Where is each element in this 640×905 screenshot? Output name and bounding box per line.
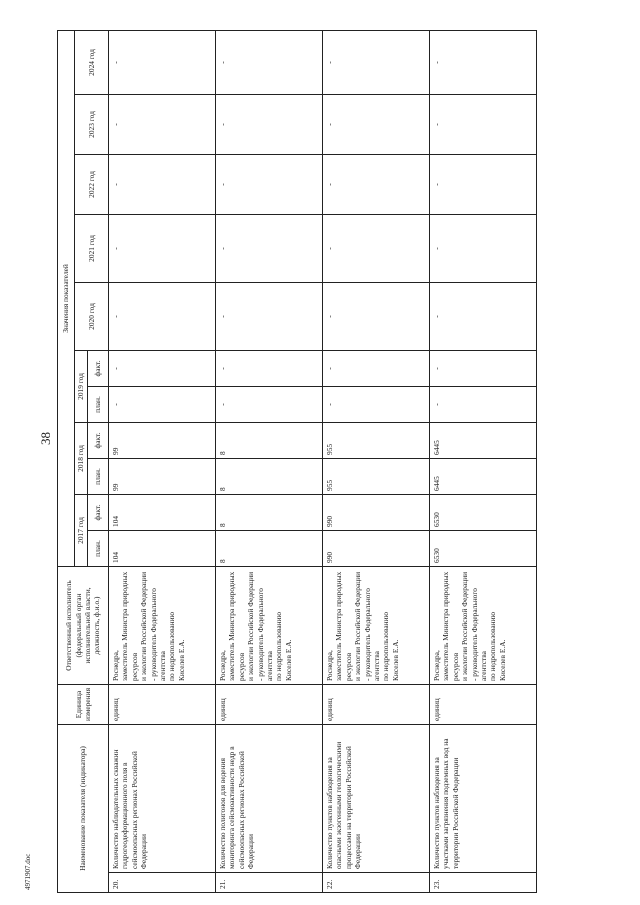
table-row: [109, 30, 216, 892]
header-unit: Единица измерения: [58, 685, 109, 725]
plan-2019: -: [323, 387, 430, 423]
value-2023: -: [323, 95, 430, 155]
plan-2018: 8: [216, 459, 323, 495]
table-row: [430, 30, 537, 892]
header-2018: 2018 год: [75, 423, 88, 495]
fact-2018: 6445: [430, 423, 537, 459]
responsible-cell: Роснедра, заместитель Министра природных ресурсов и экологии Российской Федерации - руководитель Федерального агентства по недропользованию Киселев Е.А.: [109, 567, 216, 685]
fact-2019: -: [430, 351, 537, 387]
header-2018-fact: факт.: [88, 423, 109, 459]
value-2020: -: [109, 283, 216, 351]
value-2023: -: [109, 95, 216, 155]
value-2023: -: [216, 95, 323, 155]
header-2021: 2021 год: [75, 215, 109, 283]
plan-2018: 6445: [430, 459, 537, 495]
unit-cell: единиц: [430, 685, 537, 725]
unit-cell: единиц: [216, 685, 323, 725]
value-2021: -: [430, 215, 537, 283]
header-name: Наименование показателя (индикатора): [58, 725, 109, 893]
fact-2019: -: [216, 351, 323, 387]
fact-2017: 6530: [430, 495, 537, 531]
plan-2017: 104: [109, 531, 216, 567]
plan-2019: -: [430, 387, 537, 423]
plan-2017: 8: [216, 531, 323, 567]
row-number: 21.: [216, 873, 323, 893]
header-2019: 2019 год: [75, 351, 88, 423]
header-2017-plan: план.: [88, 531, 109, 567]
header-2019-fact: факт.: [88, 351, 109, 387]
document-filename: 4971907.doc: [24, 853, 32, 890]
indicator-name: Количество пунктов наблюдения за участками загрязнения подземных вод на территории Российской Федерации: [430, 725, 537, 873]
header-2024: 2024 год: [75, 30, 109, 94]
fact-2017: 990: [323, 495, 430, 531]
header-2018-plan: план.: [88, 459, 109, 495]
value-2020: -: [216, 283, 323, 351]
plan-2018: 99: [109, 459, 216, 495]
row-number: 20.: [109, 873, 216, 893]
fact-2018: 955: [323, 423, 430, 459]
header-2020: 2020 год: [75, 283, 109, 351]
indicator-name: Количество пунктов наблюдения за опасными экзогенными геологическими процессами на территории Российской Федерации: [323, 725, 430, 873]
header-2023: 2023 год: [75, 95, 109, 155]
fact-2018: 99: [109, 423, 216, 459]
value-2023: -: [430, 95, 537, 155]
indicator-name: Количество наблюдательных скважин гидрогеодеформационного поля в сейсмоопасных регионах Российской Федерации: [109, 725, 216, 873]
fact-2018: 8: [216, 423, 323, 459]
fact-2017: 104: [109, 495, 216, 531]
value-2024: -: [430, 30, 537, 94]
row-number: 22.: [323, 873, 430, 893]
value-2024: -: [323, 30, 430, 94]
responsible-cell: Роснедра, заместитель Министра природных ресурсов и экологии Российской Федерации - руководитель Федерального агентства по недропользованию Киселев Е.А.: [216, 567, 323, 685]
value-2022: -: [323, 155, 430, 215]
indicator-name: Количество полигонов для ведения мониторинга сейсмоактивности недр в сейсмоопасных регионах Российской Федерации: [216, 725, 323, 873]
plan-2019: -: [216, 387, 323, 423]
header-2019-plan: план.: [88, 387, 109, 423]
value-2021: -: [216, 215, 323, 283]
value-2022: -: [430, 155, 537, 215]
fact-2017: 8: [216, 495, 323, 531]
fact-2019: -: [109, 351, 216, 387]
unit-cell: единиц: [323, 685, 430, 725]
plan-2019: -: [109, 387, 216, 423]
value-2022: -: [109, 155, 216, 215]
header-2022: 2022 год: [75, 155, 109, 215]
responsible-cell: Роснедра, заместитель Министра природных ресурсов и экологии Российской Федерации - руководитель Федерального агентства по недропользованию Киселев Е.А.: [430, 567, 537, 685]
table-row: [323, 30, 430, 892]
responsible-cell: Роснедра, заместитель Министра природных ресурсов и экологии Российской Федерации - руководитель Федерального агентства по недропользованию Киселев Е.А.: [323, 567, 430, 685]
header-2017: 2017 год: [75, 495, 88, 567]
value-2021: -: [323, 215, 430, 283]
row-number: 23.: [430, 873, 537, 893]
header-2017-fact: факт.: [88, 495, 109, 531]
unit-cell: единиц: [109, 685, 216, 725]
indicators-table-rotated: [57, 31, 620, 893]
value-2024: -: [216, 30, 323, 94]
header-responsible: Ответственный исполнитель (федеральный орган исполнительной власти, должность, ф.и.о.): [58, 567, 109, 685]
indicators-table: [57, 30, 537, 893]
plan-2017: 990: [323, 531, 430, 567]
value-2022: -: [216, 155, 323, 215]
value-2020: -: [323, 283, 430, 351]
header-values-group: Значения показателей: [58, 30, 75, 566]
page-number: 38: [38, 432, 53, 445]
table-row: [216, 30, 323, 892]
plan-2018: 955: [323, 459, 430, 495]
value-2024: -: [109, 30, 216, 94]
value-2020: -: [430, 283, 537, 351]
value-2021: -: [109, 215, 216, 283]
fact-2019: -: [323, 351, 430, 387]
plan-2017: 6530: [430, 531, 537, 567]
